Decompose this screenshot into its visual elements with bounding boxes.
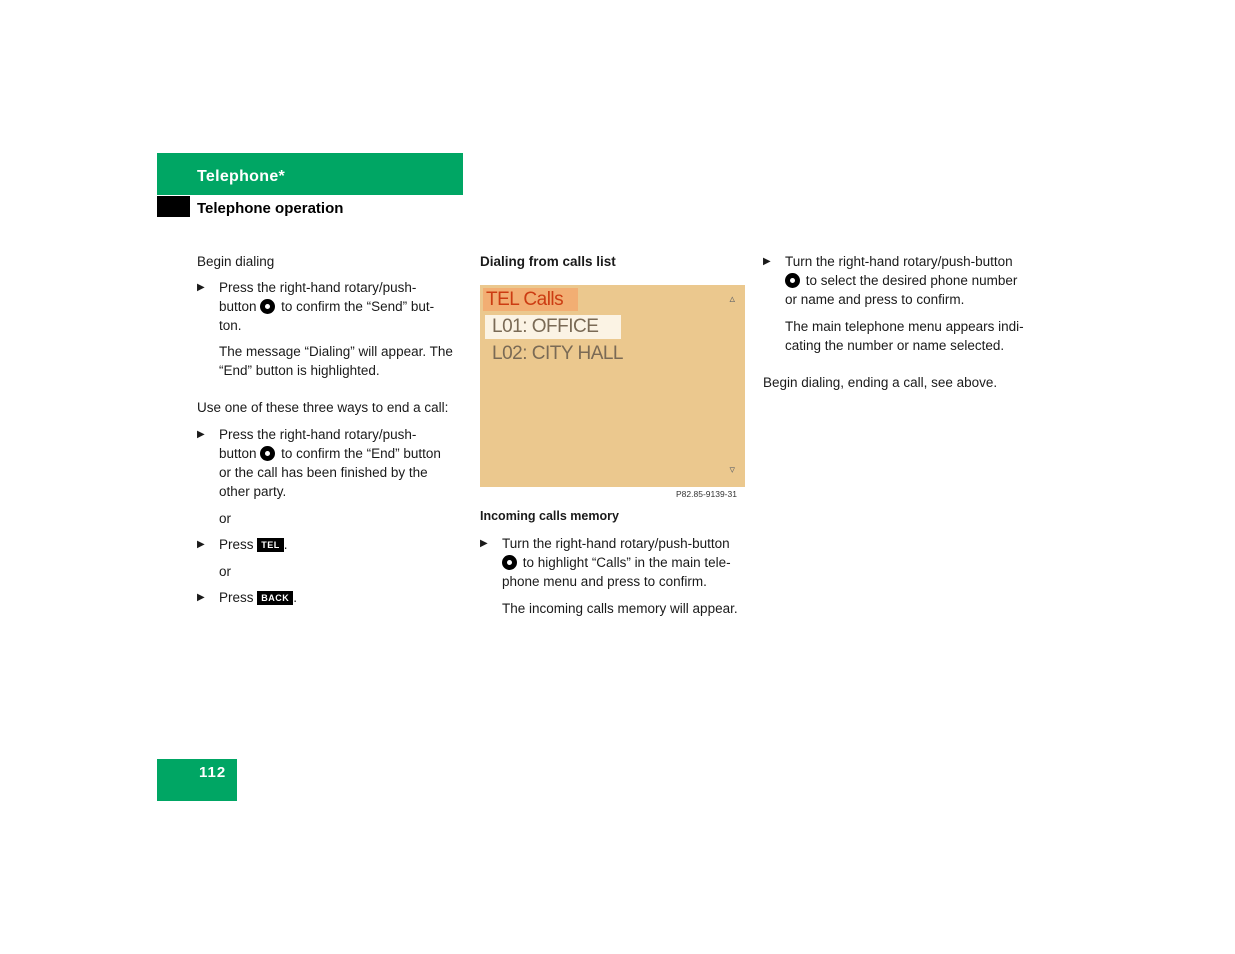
- bullet-arrow-icon: ▶: [763, 256, 771, 267]
- rotary-knob-icon: [260, 446, 275, 461]
- subsection-title: Telephone operation: [197, 200, 344, 217]
- subsection-marker: [157, 196, 190, 217]
- scroll-up-icon: ▵: [729, 293, 735, 305]
- display-screen: [480, 285, 745, 487]
- step-confirm-end: ▶ Press the right-hand rotary/push- button to confirm the “End” button or the call has been finished by the other party.: [197, 427, 441, 499]
- bullet-arrow-icon: ▶: [197, 592, 205, 603]
- note-dialing: The message “Dialing” will appear. The “End” button is highlighted.: [219, 344, 453, 378]
- screen-title: TEL Calls: [483, 288, 578, 311]
- rotary-knob-icon: [502, 555, 517, 570]
- rotary-knob-icon: [785, 273, 800, 288]
- begin-dialing-label: Begin dialing: [197, 254, 275, 269]
- rotary-knob-icon: [260, 299, 275, 314]
- tel-key-icon: TEL: [257, 538, 284, 552]
- column-middle-lower: [480, 507, 748, 618]
- note-main-menu: The main telephone menu appears indi- cating the number or name selected.: [785, 319, 1024, 353]
- step-highlight-calls: ▶ Turn the right-hand rotary/push-button to highlight “Calls” in the main tele- phone menu and press to confirm.: [480, 536, 731, 589]
- heading-dialing-calls-list: Dialing from calls list: [480, 254, 616, 269]
- screen-list-item: L02: CITY HALL: [492, 343, 624, 364]
- or-separator: or: [219, 511, 232, 526]
- see-above-note: Begin dialing, ending a call, see above.: [763, 375, 998, 390]
- column-right: [763, 252, 1033, 392]
- bullet-arrow-icon: ▶: [197, 539, 205, 550]
- section-title: Telephone*: [197, 168, 286, 185]
- bullet-arrow-icon: ▶: [480, 538, 488, 549]
- step-press-tel: ▶ Press TEL .: [197, 537, 288, 552]
- step-confirm-send: ▶ Press the right-hand rotary/push- button to confirm the “Send” but- ton.: [197, 280, 435, 333]
- page-number: 112: [199, 764, 227, 781]
- column-left: [197, 252, 465, 607]
- column-middle: [480, 252, 748, 271]
- step-press-back: ▶ Press BACK .: [197, 590, 298, 605]
- figure-code: P82.85-9139-31: [676, 489, 737, 499]
- end-call-intro: Use one of these three ways to end a call:: [197, 400, 449, 415]
- scroll-down-icon: ▿: [729, 464, 735, 476]
- screen-list-item-selected: L01: OFFICE: [485, 315, 621, 339]
- bullet-arrow-icon: ▶: [197, 282, 205, 293]
- bullet-arrow-icon: ▶: [197, 429, 205, 440]
- step-select-number: ▶ Turn the right-hand rotary/push-button to select the desired phone number or name and press to confirm.: [763, 254, 1018, 307]
- or-separator: or: [219, 564, 232, 579]
- back-key-icon: BACK: [257, 591, 293, 605]
- heading-incoming-calls: Incoming calls memory: [480, 509, 619, 523]
- note-incoming-memory: The incoming calls memory will appear.: [502, 601, 738, 616]
